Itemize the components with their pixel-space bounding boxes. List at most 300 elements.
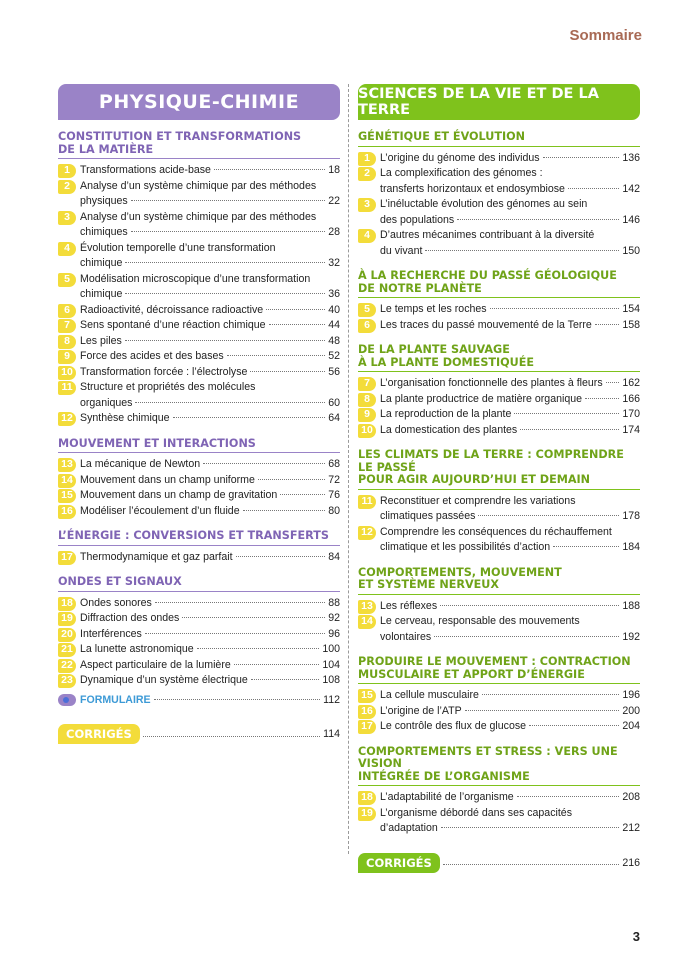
chapter-entry[interactable] — [58, 473, 340, 489]
chapter-list — [58, 163, 340, 427]
chapter-last-line — [80, 365, 340, 381]
chapter-text — [80, 272, 340, 303]
chapter-entry[interactable] — [358, 494, 640, 525]
chapter-title-line: Modéliser l’écoulement d’un fluide — [80, 504, 240, 517]
chapter-number-badge: 21 — [58, 643, 76, 657]
chapter-list — [358, 376, 640, 438]
leader-dots — [568, 188, 619, 189]
chapter-title-line: Force des acides et des bases — [80, 350, 224, 362]
section-title-line: ONDES ET SIGNAUX — [58, 575, 182, 588]
chapter-list — [58, 596, 340, 689]
chapter-text — [80, 380, 340, 411]
section-title — [358, 270, 640, 298]
chapter-title-line: des populations — [380, 213, 455, 226]
chapter-number-badge: 7 — [358, 377, 376, 391]
chapter-number-badge: 3 — [358, 198, 376, 212]
toc-section — [358, 344, 640, 438]
chapter-entry[interactable] — [358, 197, 640, 228]
chapter-number-badge: 11 — [358, 495, 376, 509]
chapter-title-line: Aspect particulaire de la lumière — [80, 658, 231, 671]
chapter-title-line: Comprendre les conséquences du réchauffement — [380, 525, 612, 538]
chapter-last-line — [380, 599, 640, 615]
chapter-page: 64 — [328, 412, 340, 424]
chapter-entry[interactable] — [58, 334, 340, 350]
chapter-number-badge: 10 — [58, 366, 76, 380]
chapter-text — [80, 673, 340, 689]
chapter-list — [358, 790, 640, 837]
chapter-page: 36 — [328, 288, 340, 300]
chapter-text — [380, 719, 640, 735]
chapter-last-line — [80, 303, 340, 319]
chapter-number-badge: 6 — [358, 319, 376, 333]
chapter-number-badge: 3 — [58, 211, 76, 225]
chapter-text — [380, 228, 640, 259]
chapter-page: 154 — [622, 303, 640, 315]
section-title-line: POUR AGIR AUJOURD’HUI ET DEMAIN — [358, 473, 591, 486]
chapter-title-line: volontaires — [380, 630, 432, 643]
chapter-page: 184 — [622, 541, 640, 553]
chapter-entry[interactable] — [58, 596, 340, 612]
section-title-line: DE LA PLANTE SAUVAGE — [358, 343, 510, 356]
chapter-page: 150 — [622, 244, 640, 257]
leader-dots — [214, 169, 325, 170]
chapter-title-line: Les piles — [80, 334, 122, 347]
chapter-page: 80 — [328, 504, 340, 517]
chapter-text — [80, 504, 340, 520]
chapter-entry[interactable] — [358, 302, 640, 318]
chapter-page: 44 — [328, 319, 340, 331]
chapter-last-line — [380, 376, 640, 392]
chapter-list — [358, 151, 640, 260]
chapter-page: 22 — [328, 195, 340, 207]
leader-dots — [553, 546, 619, 547]
chapter-title-line: du vivant — [380, 244, 423, 257]
section-title-line: DE NOTRE PLANÈTE — [358, 281, 482, 295]
chapter-page: 166 — [622, 392, 640, 405]
chapter-entry[interactable] — [58, 611, 340, 627]
leader-dots — [457, 219, 619, 220]
chapter-number-badge: 16 — [358, 705, 376, 719]
chapter-entry[interactable] — [58, 210, 340, 241]
chapter-list — [358, 688, 640, 735]
chapter-title-line: climatique et les possibilités d’action — [380, 541, 551, 553]
chapter-page: 96 — [328, 627, 340, 640]
chapter-last-line — [380, 821, 640, 837]
chapter-last-line — [80, 658, 340, 674]
chapter-title-line: La mécanique de Newton — [80, 458, 201, 470]
chapter-entry[interactable] — [358, 790, 640, 806]
chapter-text — [380, 806, 640, 837]
chapter-title-line: chimique — [80, 257, 123, 269]
chapter-last-line — [380, 392, 640, 408]
corriges-tag: CORRIGÉS — [58, 724, 140, 744]
chapter-title-line: Le cerveau, responsable des mouvements — [380, 615, 580, 627]
chapter-entry[interactable] — [58, 272, 340, 303]
chapter-page: 100 — [322, 643, 340, 655]
chapter-page: 178 — [622, 510, 640, 522]
section-title-line: ET SYSTÈME NERVEUX — [358, 578, 499, 591]
physique-chimie-banner: PHYSIQUE-CHIMIE — [58, 84, 340, 120]
chapter-text — [80, 163, 340, 179]
chapter-entry[interactable] — [358, 806, 640, 837]
chapter-entry[interactable] — [358, 719, 640, 735]
leader-dots — [251, 679, 319, 680]
chapter-last-line — [380, 151, 640, 167]
chapter-title-line: L’origine du génome des individus — [380, 151, 540, 164]
section-title-line: CONSTITUTION ET TRANSFORMATIONS — [58, 130, 302, 143]
chapter-entry[interactable] — [58, 179, 340, 210]
leader-dots — [143, 736, 320, 737]
chapter-title-line: Analyse d’un système chimique par des méthodes — [80, 210, 317, 223]
leader-dots — [440, 605, 619, 606]
chapter-title-line: Les traces du passé mouvementé de la Terre — [380, 318, 592, 331]
chapter-page: 136 — [622, 151, 640, 164]
chapter-number-badge: 20 — [58, 628, 76, 642]
chapter-entry[interactable] — [58, 349, 340, 365]
chapter-list — [58, 457, 340, 519]
section-title-line: À LA RECHERCHE DU PASSÉ GÉOLOGIQUE — [358, 269, 617, 282]
chapter-number-badge: 15 — [58, 489, 76, 503]
chapter-entry[interactable] — [358, 318, 640, 334]
chapter-title-line: Mouvement dans un champ uniforme — [80, 473, 255, 486]
chapter-page: 56 — [328, 365, 340, 378]
section-title-line: MOUVEMENT ET INTERACTIONS — [58, 436, 256, 450]
chapter-title-line: La reproduction de la plante — [380, 408, 512, 420]
leader-dots — [227, 355, 326, 356]
chapter-number-badge: 23 — [58, 674, 76, 688]
chapter-title-line: L’organisation fonctionnelle des plantes à fleurs — [380, 377, 603, 389]
chapter-text — [80, 210, 340, 241]
leader-dots — [234, 664, 320, 665]
leader-dots — [478, 515, 619, 516]
chapter-entry[interactable] — [358, 151, 640, 167]
chapter-number-badge: 22 — [58, 659, 76, 673]
chapter-text — [80, 658, 340, 674]
toc-section — [58, 131, 340, 427]
leader-dots — [434, 636, 619, 637]
chapter-last-line — [80, 473, 340, 489]
chapter-text — [80, 457, 340, 473]
chapter-title-line: D’autres mécanimes contribuant à la diversité — [380, 229, 595, 241]
chapter-last-line — [80, 627, 340, 643]
chapter-page: 158 — [622, 318, 640, 331]
chapter-text — [80, 488, 340, 504]
chapter-last-line — [80, 488, 340, 504]
toc-section — [358, 746, 640, 837]
leader-dots — [135, 402, 325, 403]
chapter-title-line: L’adaptabilité de l’organisme — [380, 791, 514, 803]
section-title — [358, 656, 640, 684]
leader-dots — [606, 382, 620, 383]
chapter-text — [80, 349, 340, 365]
leader-dots — [425, 250, 619, 251]
chapter-entry[interactable] — [358, 704, 640, 720]
chapter-text — [80, 241, 340, 272]
chapter-entry[interactable] — [358, 376, 640, 392]
chapter-number-badge: 5 — [358, 303, 376, 317]
section-title-line: COMPORTEMENTS, MOUVEMENT — [358, 565, 562, 579]
chapter-title-line: La domestication des plantes — [380, 423, 518, 436]
leader-dots — [266, 309, 325, 310]
chapter-text — [80, 318, 340, 334]
chapter-text — [380, 197, 640, 228]
section-title — [58, 530, 340, 546]
chapter-entry[interactable] — [58, 241, 340, 272]
chapter-entry[interactable] — [358, 392, 640, 408]
chapter-list — [358, 599, 640, 646]
chapter-title-line: transferts horizontaux et endosymbiose — [380, 182, 565, 195]
chapter-entry[interactable] — [358, 525, 640, 556]
chapter-last-line — [80, 642, 340, 658]
leader-dots — [520, 429, 619, 430]
toc-section — [58, 576, 340, 689]
chapter-last-line — [80, 163, 340, 179]
chapter-entry[interactable] — [58, 550, 340, 566]
leader-dots — [131, 200, 326, 201]
chapter-number-badge: 19 — [358, 807, 376, 821]
chapter-number-badge: 15 — [358, 689, 376, 703]
chapter-list — [358, 302, 640, 333]
chapter-page: 212 — [622, 822, 640, 834]
chapter-text — [380, 407, 640, 423]
chapter-text — [80, 473, 340, 489]
chapter-page: 162 — [622, 377, 640, 389]
section-title-line: GÉNÉTIQUE ET ÉVOLUTION — [358, 130, 526, 143]
leader-dots — [154, 699, 320, 700]
chapter-entry[interactable] — [58, 411, 340, 427]
page-header-title: Sommaire — [569, 27, 642, 44]
leader-dots — [155, 602, 325, 603]
chapter-entry[interactable] — [58, 318, 340, 334]
chapter-page: 196 — [622, 689, 640, 701]
chapter-page: 32 — [328, 257, 340, 269]
chapter-text — [380, 599, 640, 615]
corriges-page: 216 — [622, 856, 640, 869]
chapter-title-line: Le contrôle des flux de glucose — [380, 720, 527, 732]
chapter-text — [380, 688, 640, 704]
leader-dots — [514, 413, 619, 414]
chapter-number-badge: 9 — [358, 408, 376, 422]
chapter-text — [380, 318, 640, 334]
chapter-number-badge: 18 — [58, 597, 76, 611]
chapter-last-line — [80, 411, 340, 427]
chapter-entry[interactable] — [358, 599, 640, 615]
leader-dots — [441, 827, 620, 828]
leader-dots — [173, 417, 326, 418]
chapter-text — [380, 302, 640, 318]
chapter-last-line — [380, 423, 640, 439]
chapter-last-line — [80, 225, 340, 241]
chapter-title-line: organiques — [80, 396, 133, 409]
chapter-page: 48 — [328, 334, 340, 347]
toc-section — [358, 567, 640, 646]
page-number: 3 — [632, 929, 640, 944]
chapter-page: 146 — [622, 213, 640, 226]
formulaire-entry[interactable] — [58, 693, 340, 709]
chapter-last-line — [380, 719, 640, 735]
section-title-line: INTÉGRÉE DE L’ORGANISME — [358, 769, 530, 783]
section-title-line: PRODUIRE LE MOUVEMENT : CONTRACTION — [358, 655, 631, 668]
chapter-text — [380, 494, 640, 525]
chapter-entry[interactable] — [58, 642, 340, 658]
leader-dots — [595, 324, 620, 325]
chapter-title-line: L’origine de l’ATP — [380, 704, 462, 717]
toc-section — [358, 656, 640, 735]
chapter-text — [80, 611, 340, 627]
chapter-page: 170 — [622, 408, 640, 420]
chapter-text — [80, 365, 340, 381]
chapter-entry[interactable] — [58, 457, 340, 473]
toc-section — [58, 530, 340, 565]
chapter-last-line — [380, 302, 640, 318]
chapter-title-line: Dynamique d’un système électrique — [80, 674, 248, 686]
chapter-text — [380, 423, 640, 439]
chapter-list — [358, 494, 640, 556]
physique-chimie-column — [58, 84, 340, 744]
chapter-page: 174 — [622, 423, 640, 436]
chapter-title-line: La cellule musculaire — [380, 689, 479, 701]
chapter-number-badge: 2 — [358, 167, 376, 181]
chapter-page: 104 — [322, 658, 340, 671]
chapter-title-line: Transformation forcée : l’électrolyse — [80, 365, 248, 378]
chapter-page: 204 — [622, 720, 640, 732]
chapter-entry[interactable] — [58, 163, 340, 179]
chapter-last-line — [80, 596, 340, 612]
chapter-entry[interactable] — [58, 303, 340, 319]
chapter-page: 60 — [328, 396, 340, 409]
chapter-title-line: Ondes sonores — [80, 596, 152, 609]
chapter-entry[interactable] — [358, 688, 640, 704]
chapter-text — [380, 392, 640, 408]
section-title — [358, 567, 640, 595]
chapter-last-line — [80, 287, 340, 303]
chapter-page: 208 — [622, 791, 640, 803]
chapter-entry[interactable] — [58, 673, 340, 689]
leader-dots — [517, 796, 620, 797]
chapter-title-line: La plante productrice de matière organique — [380, 392, 583, 405]
chapter-title-line: Structure et propriétés des molécules — [80, 381, 256, 393]
leader-dots — [182, 617, 325, 618]
chapter-number-badge: 13 — [58, 458, 76, 472]
section-title — [358, 746, 640, 787]
chapter-entry[interactable] — [358, 614, 640, 645]
chapter-entry[interactable] — [58, 488, 340, 504]
chapter-title-line: chimique — [80, 288, 123, 300]
chapter-page: 84 — [328, 550, 340, 563]
chapter-page: 108 — [322, 674, 340, 686]
chapter-title-line: Analyse d’un système chimique par des méthodes — [80, 179, 317, 192]
chapter-page: 76 — [328, 489, 340, 501]
chapter-title-line: Sens spontané d’une réaction chimique — [80, 319, 266, 331]
chapter-number-badge: 7 — [58, 319, 76, 333]
section-title-line: LES CLIMATS DE LA TERRE : COMPRENDRE LE PASSÉ — [358, 448, 624, 474]
chapter-page: 52 — [328, 350, 340, 362]
corriges-entry-left[interactable] — [58, 724, 340, 744]
leader-dots — [236, 556, 326, 557]
leader-dots — [465, 710, 620, 711]
chapter-entry[interactable] — [58, 380, 340, 411]
chapter-text — [380, 376, 640, 392]
chapter-page: 40 — [328, 303, 340, 316]
chapter-title-line: Thermodynamique et gaz parfait — [80, 550, 233, 563]
chapter-page: 72 — [328, 473, 340, 486]
leader-dots — [529, 725, 619, 726]
chapter-entry[interactable] — [358, 423, 640, 439]
chapter-last-line — [80, 504, 340, 520]
chapter-title-line: L’organisme débordé dans ses capacités — [380, 806, 572, 819]
chapter-last-line — [80, 673, 340, 689]
leader-dots — [543, 157, 620, 158]
chapter-entry[interactable] — [358, 166, 640, 197]
chapter-text — [80, 303, 340, 319]
chapter-text — [380, 166, 640, 197]
chapter-text — [80, 411, 340, 427]
chapter-title-line: Radioactivité, décroissance radioactive — [80, 303, 264, 316]
chapter-page: 18 — [328, 164, 340, 176]
leader-dots — [131, 231, 326, 232]
corriges-entry-right[interactable] — [358, 853, 640, 873]
chapter-last-line — [80, 334, 340, 350]
chapter-last-line — [80, 550, 340, 566]
chapter-number-badge: 4 — [58, 242, 76, 256]
chapter-entry[interactable] — [358, 228, 640, 259]
chapter-page: 188 — [622, 599, 640, 612]
chapter-number-badge: 19 — [58, 612, 76, 626]
chapter-entry[interactable] — [58, 658, 340, 674]
chapter-number-badge: 17 — [58, 551, 76, 565]
section-title-line: À LA PLANTE DOMESTIQUÉE — [358, 355, 535, 369]
section-title-line: L’ÉNERGIE : CONVERSIONS ET TRANSFERTS — [58, 529, 329, 542]
svt-sections — [358, 131, 640, 837]
chapter-number-badge: 11 — [58, 381, 76, 395]
chapter-number-badge: 12 — [58, 412, 76, 426]
column-divider — [348, 84, 349, 854]
chapter-page: 200 — [622, 704, 640, 717]
chapter-number-badge: 4 — [358, 229, 376, 243]
section-title — [58, 131, 340, 159]
chapter-text — [80, 642, 340, 658]
chapter-title-line: Reconstituer et comprendre les variations — [380, 494, 576, 507]
section-title-line: MUSCULAIRE ET APPORT D’ÉNERGIE — [358, 667, 585, 681]
chapter-last-line — [80, 349, 340, 365]
chapter-number-badge: 14 — [58, 474, 76, 488]
chapter-entry[interactable] — [58, 365, 340, 381]
svt-column — [358, 84, 640, 873]
chapter-title-line: Transformations acide-base — [80, 164, 211, 176]
chapter-last-line — [380, 704, 640, 720]
chapter-number-badge: 10 — [358, 424, 376, 438]
chapter-last-line — [80, 256, 340, 272]
toc-section — [358, 131, 640, 259]
chapter-title-line: climatiques passées — [380, 510, 476, 522]
chapter-last-line — [380, 244, 640, 260]
chapter-entry[interactable] — [358, 407, 640, 423]
leader-dots — [125, 340, 325, 341]
chapter-title-line: L’inéluctable évolution des génomes au sein — [380, 198, 588, 210]
chapter-entry[interactable] — [58, 627, 340, 643]
leader-dots — [443, 864, 620, 865]
chapter-last-line — [80, 457, 340, 473]
chapter-last-line — [380, 688, 640, 704]
chapter-number-badge: 16 — [58, 505, 76, 519]
leader-dots — [269, 324, 326, 325]
chapter-entry[interactable] — [58, 504, 340, 520]
chapter-title-line: La lunette astronomique — [80, 643, 194, 655]
chapter-title-line: Évolution temporelle d’une transformation — [80, 241, 276, 254]
chapter-title-line: Interférences — [80, 627, 142, 640]
chapter-last-line — [80, 318, 340, 334]
chapter-page: 28 — [328, 226, 340, 238]
